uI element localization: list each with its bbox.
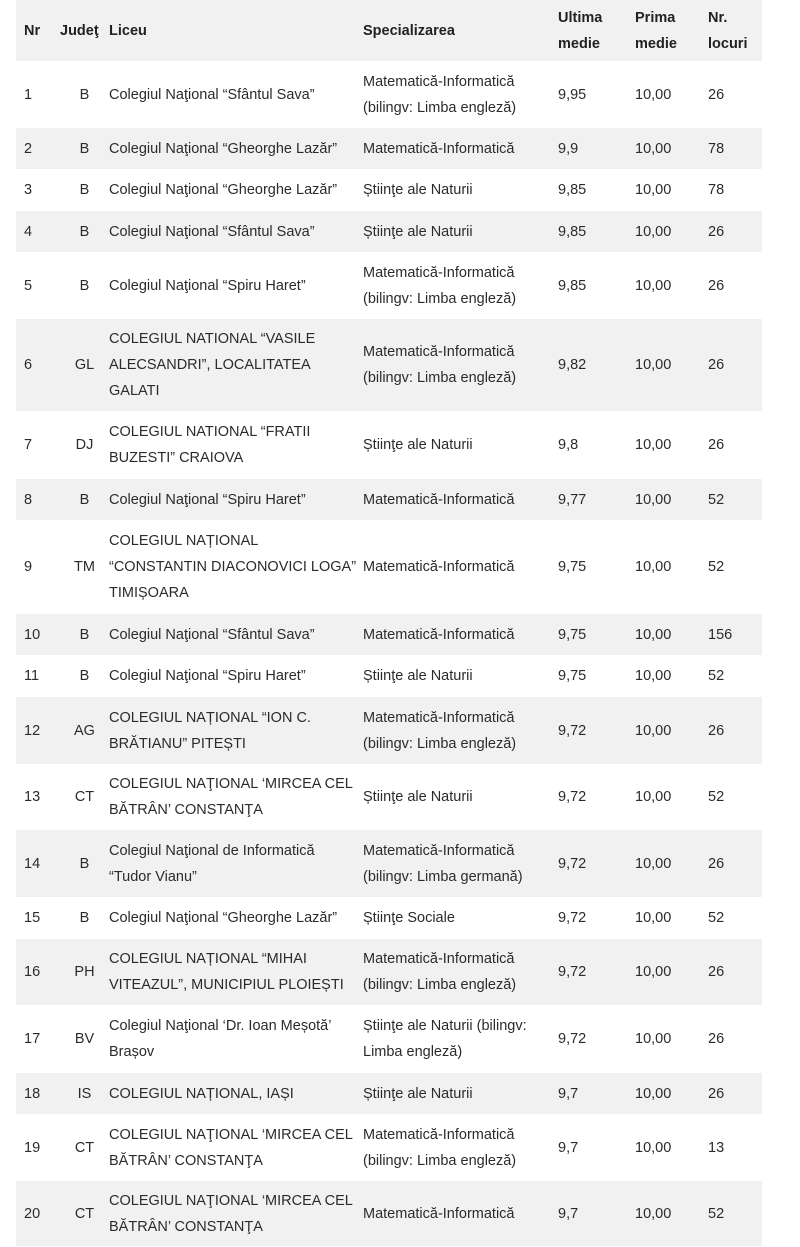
table-row <box>16 128 762 169</box>
cell-ultima-medie: 9,72 <box>558 1031 587 1047</box>
cell-specializarea-line: (bilingv: Limba engleză) <box>363 99 517 116</box>
cell-judet: CT <box>74 789 95 805</box>
cell-nr-locuri: 26 <box>708 1085 725 1102</box>
cell-ultima-medie: 9,77 <box>558 491 587 508</box>
cell-specializarea-line: Matematică-Informatică <box>363 491 515 508</box>
table-row <box>16 319 762 411</box>
cell-specializarea-line: Știinţe ale Naturii <box>363 1085 473 1102</box>
cell-specializarea-line: Matematică-Informatică <box>363 626 515 643</box>
cell-ultima-medie: 9,8 <box>558 437 579 453</box>
cell-ultima-medie: 9,75 <box>558 626 587 643</box>
header-nr: Nr <box>24 22 41 39</box>
cell-liceu-line: Colegiul Naţional “Spiru Haret” <box>109 668 306 684</box>
table-body <box>16 61 762 1246</box>
cell-liceu <box>109 838 363 890</box>
cell-liceu-line: COLEGIUL NAȚIONAL <box>109 533 259 549</box>
table-row <box>16 830 762 897</box>
cell-liceu-line: “Tudor Vianu” <box>109 868 197 885</box>
cell-nr: 16 <box>24 964 41 980</box>
cell-specializarea-line: Matematică-Informatică <box>363 73 515 90</box>
cell-ultima-medie: 9,72 <box>558 910 587 926</box>
cell-liceu-line: COLEGIUL NAŢIONAL ‘MIRCEA CEL <box>109 1192 353 1209</box>
cell-specializarea-line: (bilingv: Limba engleză) <box>363 735 517 752</box>
cell-judet: B <box>79 182 90 198</box>
table-header-row <box>16 0 762 61</box>
cell-nr-locuri: 78 <box>708 140 725 157</box>
table-row <box>16 169 762 211</box>
cell-specializarea <box>363 1013 558 1065</box>
cell-judet: BV <box>74 1031 95 1047</box>
cell-nr-locuri: 13 <box>708 1139 725 1156</box>
cell-nr-locuri: 78 <box>708 182 725 198</box>
cell-nr: 2 <box>24 140 33 157</box>
cell-liceu-line: COLEGIUL NAȚIONAL, IAȘI <box>109 1085 294 1102</box>
cell-nr: 9 <box>24 559 33 575</box>
cell-nr: 17 <box>24 1031 41 1047</box>
cell-nr-locuri: 26 <box>708 277 725 294</box>
cell-nr: 7 <box>24 437 33 453</box>
cell-judet: B <box>79 668 90 684</box>
cell-nr-locuri: 26 <box>708 86 725 103</box>
cell-specializarea <box>363 784 558 810</box>
cell-nr-locuri: 26 <box>708 357 725 373</box>
cell-ultima-medie: 9,75 <box>558 668 587 684</box>
cell-specializarea-line: Știinţe ale Naturii <box>363 668 473 684</box>
cell-nr-locuri: 52 <box>708 789 725 805</box>
cell-liceu-line: Colegiul Naţional “Gheorghe Lazăr” <box>109 140 338 157</box>
cell-liceu-line: BĂTRÂN’ CONSTANŢA <box>109 802 263 818</box>
cell-judet: DJ <box>75 437 94 453</box>
table-row <box>16 614 762 655</box>
cell-liceu-line: BUZESTI” CRAIOVA <box>109 450 244 466</box>
cell-specializarea <box>363 1201 558 1227</box>
cell-liceu <box>109 136 363 162</box>
cell-specializarea-line: Știinţe Sociale <box>363 910 455 926</box>
cell-prima-medie: 10,00 <box>635 964 672 980</box>
cell-prima-medie: 10,00 <box>635 182 672 198</box>
cell-nr-locuri: 52 <box>708 1205 725 1222</box>
cell-prima-medie: 10,00 <box>635 668 672 684</box>
cell-specializarea-line: (bilingv: Limba engleză) <box>363 1152 517 1169</box>
table-row <box>16 655 762 697</box>
cell-liceu <box>109 905 363 931</box>
cell-judet: B <box>79 910 90 926</box>
cell-liceu-line: Colegiul Naţional “Gheorghe Lazăr” <box>109 910 338 926</box>
cell-liceu-line: BĂTRÂN’ CONSTANŢA <box>109 1218 263 1235</box>
cell-ultima-medie: 9,7 <box>558 1085 579 1102</box>
cell-liceu <box>109 219 363 245</box>
header-liceu: Liceu <box>109 22 147 39</box>
cell-judet: AG <box>74 722 95 739</box>
cell-liceu <box>109 771 363 823</box>
cell-liceu-line: Colegiul Naţional “Sfântul Sava” <box>109 86 315 103</box>
cell-nr: 1 <box>24 86 33 103</box>
cell-liceu <box>109 1013 363 1065</box>
cell-nr: 6 <box>24 357 33 373</box>
cell-prima-medie: 10,00 <box>635 277 672 294</box>
cell-nr: 5 <box>24 277 33 294</box>
cell-liceu-line: Colegiul Naţional “Spiru Haret” <box>109 491 306 508</box>
header-nr-locuri-line: Nr. <box>708 9 728 26</box>
cell-prima-medie: 10,00 <box>635 437 672 453</box>
cell-nr: 12 <box>24 722 41 739</box>
admission-table <box>16 0 762 1246</box>
cell-liceu-line: BRĂTIANU” PITEȘTI <box>109 735 246 752</box>
cell-nr: 10 <box>24 626 41 643</box>
cell-specializarea-line: Limba engleză) <box>363 1044 463 1060</box>
cell-prima-medie: 10,00 <box>635 86 672 103</box>
cell-specializarea <box>363 1081 558 1107</box>
cell-ultima-medie: 9,85 <box>558 182 587 198</box>
cell-liceu <box>109 1188 363 1240</box>
cell-liceu <box>109 705 363 757</box>
cell-specializarea-line: Știinţe ale Naturii <box>363 223 473 240</box>
cell-prima-medie: 10,00 <box>635 1139 672 1156</box>
cell-liceu-line: COLEGIUL NAȚIONAL “MIHAI <box>109 951 307 967</box>
cell-specializarea-line: Matematică-Informatică <box>363 344 515 360</box>
cell-liceu-line: Colegiul Naţional “Sfântul Sava” <box>109 223 315 240</box>
cell-ultima-medie: 9,75 <box>558 559 587 575</box>
cell-specializarea-line: (bilingv: Limba engleză) <box>363 370 517 386</box>
cell-liceu-line: Brașov <box>109 1044 155 1060</box>
cell-specializarea <box>363 219 558 245</box>
cell-liceu-line: GALATI <box>109 383 160 399</box>
cell-specializarea <box>363 487 558 513</box>
cell-prima-medie: 10,00 <box>635 910 672 926</box>
table-row <box>16 939 762 1005</box>
cell-specializarea-line: Matematică-Informatică <box>363 1205 515 1222</box>
cell-judet: GL <box>74 357 95 373</box>
cell-judet: PH <box>74 964 95 980</box>
cell-liceu-line: BĂTRÂN’ CONSTANŢA <box>109 1152 263 1169</box>
table-row <box>16 252 762 319</box>
cell-nr-locuri: 52 <box>708 491 725 508</box>
table-row <box>16 1073 762 1114</box>
cell-specializarea <box>363 339 558 391</box>
cell-nr: 3 <box>24 182 33 198</box>
cell-specializarea <box>363 260 558 312</box>
cell-ultima-medie: 9,7 <box>558 1139 579 1156</box>
cell-specializarea <box>363 69 558 121</box>
cell-liceu-line: Colegiul Naţional de Informatică <box>109 842 315 859</box>
cell-judet: TM <box>74 559 95 575</box>
cell-liceu-line: COLEGIUL NAȚIONAL “ION C. <box>109 709 311 726</box>
cell-specializarea <box>363 622 558 648</box>
header-prima-medie <box>635 5 708 57</box>
table-row <box>16 520 762 614</box>
cell-nr: 15 <box>24 910 41 926</box>
table-row <box>16 61 762 128</box>
cell-nr-locuri: 52 <box>708 559 725 575</box>
cell-liceu-line: Colegiul Naţional ‘Dr. Ioan Meșotă’ <box>109 1018 332 1034</box>
cell-nr-locuri: 26 <box>708 855 725 872</box>
table-row <box>16 1114 762 1181</box>
cell-specializarea <box>363 136 558 162</box>
cell-specializarea-line: Matematică-Informatică <box>363 1126 515 1143</box>
cell-ultima-medie: 9,72 <box>558 964 587 980</box>
cell-judet: CT <box>74 1139 95 1156</box>
cell-specializarea <box>363 663 558 689</box>
cell-nr-locuri: 26 <box>708 722 725 739</box>
cell-nr: 14 <box>24 855 41 872</box>
cell-liceu <box>109 273 363 299</box>
cell-prima-medie: 10,00 <box>635 559 672 575</box>
cell-nr-locuri: 26 <box>708 964 725 980</box>
cell-prima-medie: 10,00 <box>635 789 672 805</box>
header-judet: Judeţ <box>60 22 99 39</box>
cell-ultima-medie: 9,7 <box>558 1205 579 1222</box>
cell-nr-locuri: 26 <box>708 223 725 240</box>
cell-liceu-line: ALECSANDRI”, LOCALITATEA <box>109 357 311 373</box>
table-row <box>16 764 762 830</box>
cell-nr: 4 <box>24 223 33 240</box>
cell-nr-locuri: 52 <box>708 910 725 926</box>
cell-prima-medie: 10,00 <box>635 1085 672 1102</box>
cell-liceu <box>109 946 363 998</box>
cell-liceu-line: TIMIȘOARA <box>109 585 189 601</box>
cell-specializarea-line: Știinţe ale Naturii <box>363 182 473 198</box>
cell-specializarea <box>363 554 558 580</box>
cell-liceu-line: VITEAZUL”, MUNICIPIUL PLOIEȘTI <box>109 977 344 993</box>
cell-ultima-medie: 9,82 <box>558 357 587 373</box>
cell-nr-locuri: 26 <box>708 437 725 453</box>
cell-judet: B <box>79 223 90 240</box>
cell-specializarea <box>363 705 558 757</box>
cell-liceu-line: COLEGIUL NATIONAL “VASILE <box>109 331 316 347</box>
cell-ultima-medie: 9,72 <box>558 722 587 739</box>
cell-prima-medie: 10,00 <box>635 491 672 508</box>
cell-nr-locuri: 52 <box>708 668 725 684</box>
cell-prima-medie: 10,00 <box>635 626 672 643</box>
cell-specializarea <box>363 177 558 203</box>
cell-liceu <box>109 1122 363 1174</box>
cell-liceu-line: “CONSTANTIN DIACONOVICI LOGA” <box>109 559 357 575</box>
cell-specializarea-line: Știinţe ale Naturii <box>363 789 473 805</box>
header-ultima-medie-line: Ultima <box>558 9 603 26</box>
cell-nr: 19 <box>24 1139 41 1156</box>
cell-specializarea-line: Matematică-Informatică <box>363 264 515 281</box>
header-nr-locuri-line: locuri <box>708 35 748 52</box>
cell-liceu-line: COLEGIUL NATIONAL “FRATII <box>109 424 311 440</box>
cell-specializarea <box>363 838 558 890</box>
header-ultima-medie <box>558 5 635 57</box>
cell-judet: B <box>79 491 90 508</box>
cell-judet: B <box>79 626 90 643</box>
cell-specializarea-line: Matematică-Informatică <box>363 951 515 967</box>
cell-liceu-line: Colegiul Naţional “Gheorghe Lazăr” <box>109 182 338 198</box>
table-row <box>16 1181 762 1246</box>
cell-judet: B <box>79 855 90 872</box>
cell-specializarea-line: Matematică-Informatică <box>363 140 515 157</box>
cell-liceu <box>109 1081 363 1107</box>
cell-liceu <box>109 326 363 404</box>
cell-judet: CT <box>74 1205 95 1222</box>
cell-nr: 13 <box>24 789 41 805</box>
cell-liceu <box>109 622 363 648</box>
cell-judet: B <box>79 140 90 157</box>
cell-specializarea <box>363 946 558 998</box>
header-ultima-medie-line: medie <box>558 35 600 52</box>
cell-liceu <box>109 82 363 108</box>
cell-ultima-medie: 9,95 <box>558 86 587 103</box>
cell-specializarea-line: Știinţe ale Naturii <box>363 437 473 453</box>
cell-judet: B <box>79 86 90 103</box>
cell-liceu-line: Colegiul Naţional “Spiru Haret” <box>109 277 306 294</box>
cell-specializarea-line: Matematică-Informatică <box>363 842 515 859</box>
cell-liceu-line: COLEGIUL NAŢIONAL ‘MIRCEA CEL <box>109 776 353 792</box>
cell-specializarea-line: Matematică-Informatică <box>363 709 515 726</box>
cell-specializarea-line: (bilingv: Limba germană) <box>363 868 523 885</box>
cell-specializarea-line: Știinţe ale Naturii (bilingv: <box>363 1018 527 1034</box>
cell-specializarea-line: (bilingv: Limba engleză) <box>363 977 517 993</box>
cell-prima-medie: 10,00 <box>635 1031 672 1047</box>
table-row <box>16 697 762 764</box>
cell-ultima-medie: 9,85 <box>558 223 587 240</box>
cell-prima-medie: 10,00 <box>635 357 672 373</box>
header-nr-locuri <box>708 5 762 57</box>
cell-prima-medie: 10,00 <box>635 223 672 240</box>
cell-prima-medie: 10,00 <box>635 722 672 739</box>
table-row <box>16 211 762 252</box>
cell-liceu <box>109 487 363 513</box>
cell-prima-medie: 10,00 <box>635 855 672 872</box>
table-row <box>16 897 762 939</box>
cell-nr: 20 <box>24 1205 41 1222</box>
cell-ultima-medie: 9,72 <box>558 855 587 872</box>
cell-liceu <box>109 528 363 606</box>
header-specializarea: Specializarea <box>363 22 455 39</box>
cell-nr-locuri: 26 <box>708 1031 725 1047</box>
cell-ultima-medie: 9,85 <box>558 277 587 294</box>
cell-specializarea-line: (bilingv: Limba engleză) <box>363 290 517 307</box>
cell-liceu <box>109 177 363 203</box>
table-row <box>16 479 762 520</box>
cell-prima-medie: 10,00 <box>635 1205 672 1222</box>
header-prima-medie-line: medie <box>635 35 677 52</box>
table-row <box>16 1005 762 1073</box>
cell-nr-locuri: 156 <box>708 626 733 643</box>
cell-ultima-medie: 9,9 <box>558 140 579 157</box>
table-row <box>16 411 762 479</box>
cell-nr: 18 <box>24 1085 41 1102</box>
cell-judet: IS <box>77 1085 92 1102</box>
cell-liceu <box>109 663 363 689</box>
cell-specializarea <box>363 905 558 931</box>
cell-specializarea <box>363 432 558 458</box>
cell-specializarea-line: Matematică-Informatică <box>363 559 515 575</box>
cell-nr: 8 <box>24 491 33 508</box>
cell-nr: 11 <box>24 668 40 684</box>
cell-liceu <box>109 419 363 471</box>
header-prima-medie-line: Prima <box>635 9 676 26</box>
cell-liceu-line: Colegiul Naţional “Sfântul Sava” <box>109 626 315 643</box>
cell-judet: B <box>79 277 90 294</box>
cell-prima-medie: 10,00 <box>635 140 672 157</box>
cell-liceu-line: COLEGIUL NAŢIONAL ‘MIRCEA CEL <box>109 1126 353 1143</box>
cell-specializarea <box>363 1122 558 1174</box>
cell-ultima-medie: 9,72 <box>558 789 587 805</box>
